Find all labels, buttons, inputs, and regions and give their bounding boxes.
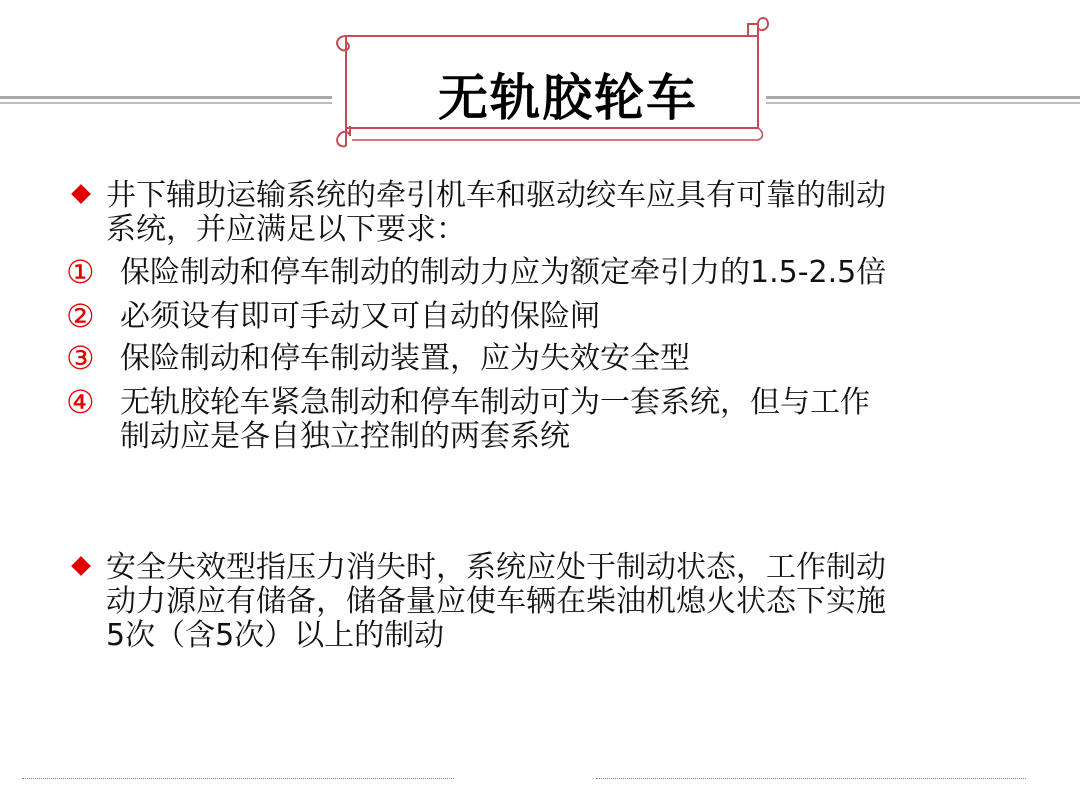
item-1-marker: ① bbox=[66, 253, 95, 291]
item-2-text: 必须设有即可手动又可自动的保险闸 bbox=[120, 299, 600, 334]
bullet2-line3: 5次（含5次）以上的制动 bbox=[106, 618, 445, 653]
bullet2-line2: 动力源应有储备，储备量应使车辆在柴油机熄火状态下实施 bbox=[106, 584, 886, 619]
item-4-text-line2: 制动应是各自独立控制的两套系统 bbox=[120, 419, 570, 454]
bullet1-line2: 系统，并应满足以下要求： bbox=[106, 212, 466, 247]
footer-dotted-line-left bbox=[22, 778, 454, 779]
bullet2-line1: 安全失效型指压力消失时，系统应处于制动状态，工作制动 bbox=[106, 550, 886, 585]
footer-dotted-line-right bbox=[596, 778, 1026, 779]
item-4-marker: ④ bbox=[66, 383, 95, 421]
header-rule-left-thin bbox=[0, 102, 332, 104]
item-4-text-line1: 无轨胶轮车紧急制动和停车制动可为一套系统，但与工作 bbox=[120, 385, 870, 420]
item-3-marker: ③ bbox=[66, 339, 95, 377]
item-1-text: 保险制动和停车制动的制动力应为额定牵引力的1.5-2.5倍 bbox=[120, 255, 887, 290]
item-2-marker: ② bbox=[66, 297, 95, 335]
header-rule-left bbox=[0, 96, 332, 99]
header-rule-right-thin bbox=[766, 102, 1080, 104]
bullet1-line1: 井下辅助运输系统的牵引机车和驱动绞车应具有可靠的制动 bbox=[106, 178, 886, 213]
diamond-bullet-icon bbox=[71, 184, 91, 204]
page-title: 无轨胶轮车 bbox=[438, 69, 698, 127]
item-3-text: 保险制动和停车制动装置，应为失效安全型 bbox=[120, 341, 690, 376]
title-scroll-banner bbox=[328, 14, 774, 154]
header-rule-right bbox=[766, 96, 1080, 99]
diamond-bullet-icon bbox=[71, 556, 91, 576]
